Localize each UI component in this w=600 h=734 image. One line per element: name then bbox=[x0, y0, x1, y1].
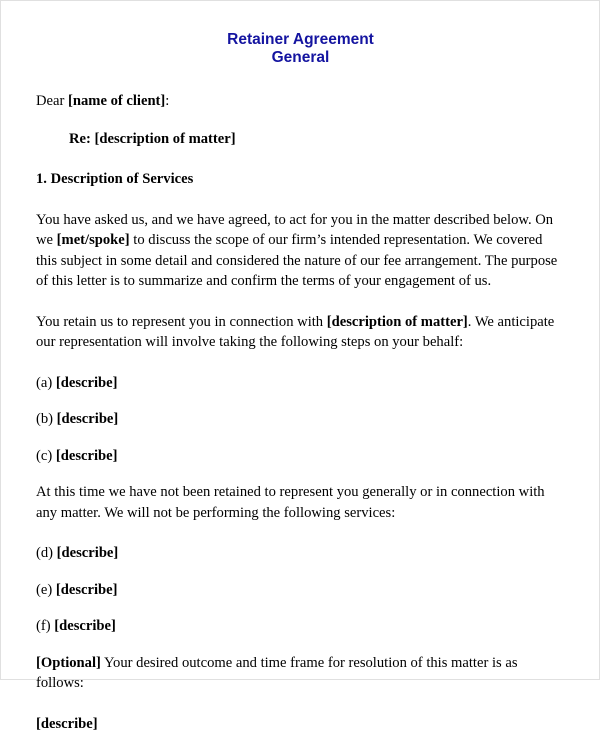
run-text: to discuss the scope of our firm’s intended representation. We covered this subject in some detail and considered the nature of our fee arrangement. The purpose of this letter is to summarize and confirm the terms of your engagement of us. bbox=[36, 232, 557, 289]
re-matter-placeholder: [description of matter] bbox=[95, 131, 236, 147]
list-item bbox=[36, 446, 565, 467]
salutation-prefix: Dear bbox=[36, 93, 68, 109]
run-placeholder-description-of-matter: [description of matter] bbox=[327, 314, 468, 330]
optional-label: [Optional] bbox=[36, 655, 101, 671]
paragraph-optional-outcome bbox=[36, 653, 565, 694]
list-item-marker: (d) bbox=[36, 545, 57, 561]
list-item-marker: (c) bbox=[36, 448, 56, 464]
tail-describe-placeholder: [describe] bbox=[36, 714, 565, 734]
salutation-client-placeholder: [name of client] bbox=[68, 93, 165, 109]
run-text: . We anticipate our representation will involve taking the following steps on your behalf: bbox=[36, 314, 554, 351]
list-item-marker: (b) bbox=[36, 411, 57, 427]
run-text: You have asked us, and we have agreed, to act for you in the matter described below. On we bbox=[36, 212, 553, 249]
page-title bbox=[36, 31, 565, 67]
re-label: Re: bbox=[69, 131, 95, 147]
list-item-placeholder: [describe] bbox=[57, 411, 119, 427]
list-item-placeholder: [describe] bbox=[57, 545, 119, 561]
section-heading-description-of-services: 1. Description of Services bbox=[36, 169, 565, 190]
list-item-placeholder: [describe] bbox=[54, 618, 116, 634]
list-item-placeholder: [describe] bbox=[56, 582, 118, 598]
run-placeholder-met-spoke: [met/spoke] bbox=[57, 232, 130, 248]
run-text: You retain us to represent you in connection with bbox=[36, 314, 327, 330]
list-item bbox=[36, 580, 565, 601]
paragraph-engagement-intro bbox=[36, 210, 565, 292]
paragraph-excluded-services: At this time we have not been retained to represent you generally or in connection with any matter. We will not be performing the following services: bbox=[36, 482, 565, 523]
document-body bbox=[1, 1, 599, 734]
paragraph-retain-scope bbox=[36, 312, 565, 353]
list-item bbox=[36, 616, 565, 637]
list-item-marker: (a) bbox=[36, 375, 56, 391]
list-item-placeholder: [describe] bbox=[56, 375, 118, 391]
list-item-marker: (f) bbox=[36, 618, 54, 634]
list-item-marker: (e) bbox=[36, 582, 56, 598]
page-title-line-1: Retainer Agreement bbox=[227, 31, 374, 48]
list-item-placeholder: [describe] bbox=[56, 448, 118, 464]
page-title-line-2: General bbox=[36, 49, 565, 67]
list-item bbox=[36, 373, 565, 394]
optional-text: Your desired outcome and time frame for resolution of this matter is as follows: bbox=[36, 655, 518, 692]
re-line bbox=[36, 129, 565, 150]
salutation bbox=[36, 91, 565, 112]
list-item bbox=[36, 409, 565, 430]
list-item bbox=[36, 543, 565, 564]
salutation-suffix: : bbox=[165, 93, 169, 109]
